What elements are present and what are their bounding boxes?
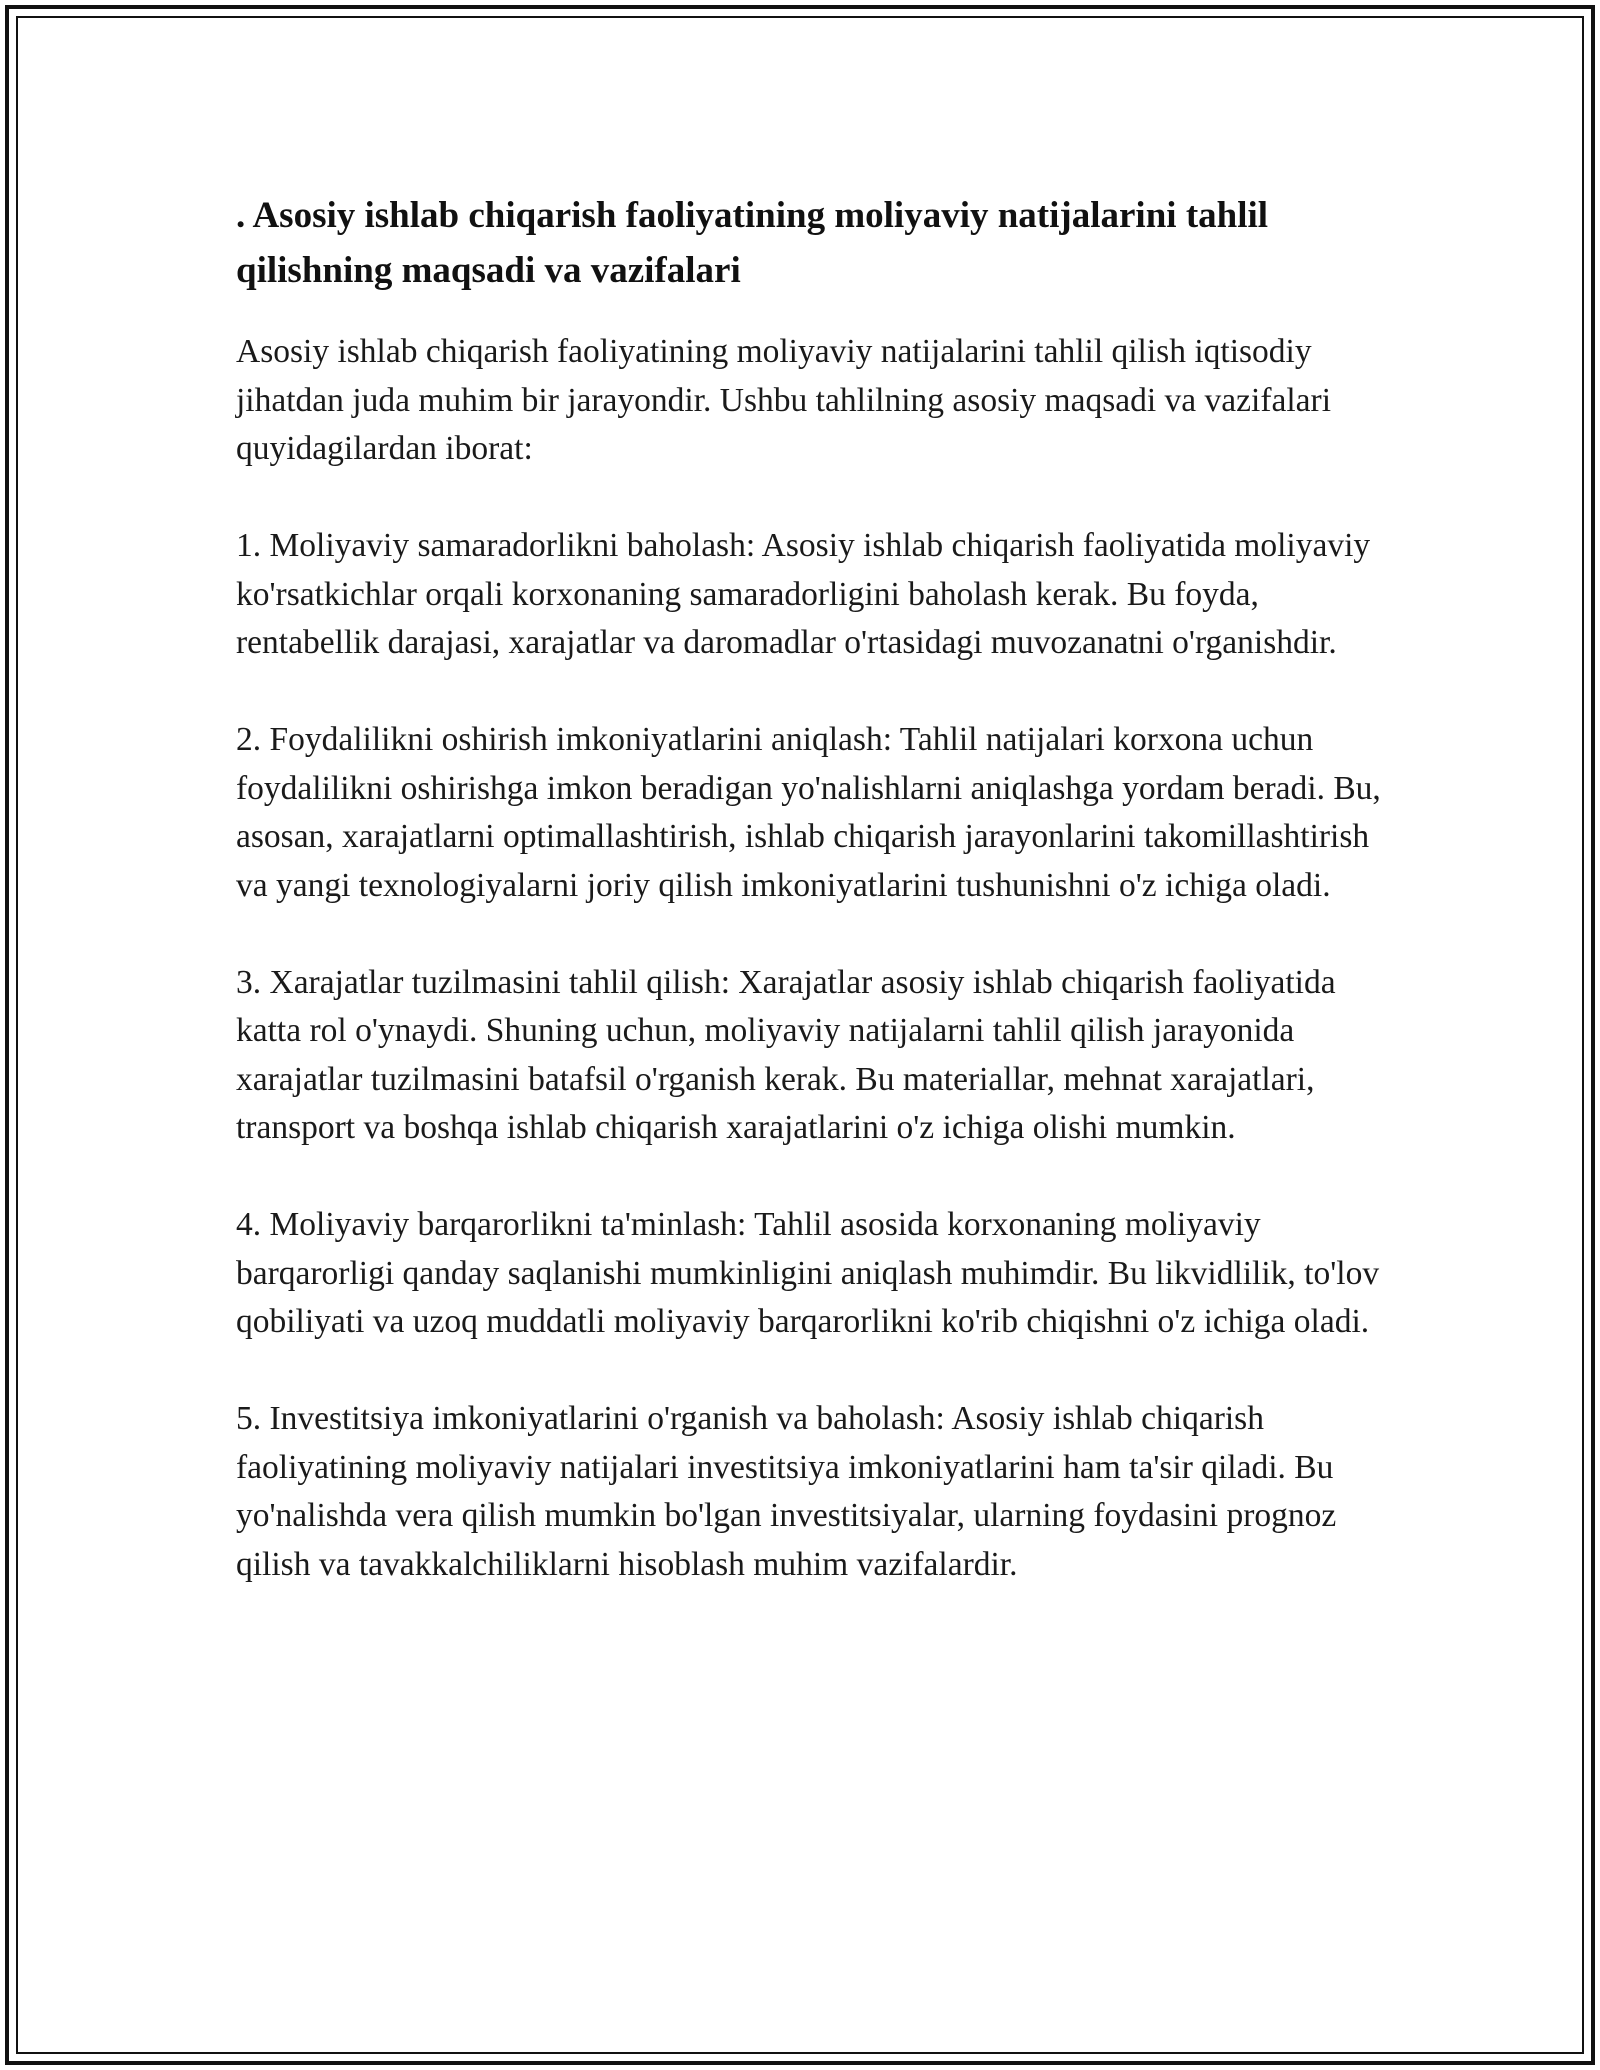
item-4-paragraph: 4. Moliyaviy barqarorlikni ta'minlash: Tahlil asosida korxonaning moliyaviy barqarorligi qanday saqlanishi mumkinligini aniqlash muhimdir. Bu likvidlilik, to'lov qobiliyati va uzoq muddatli moliyaviy barqarorlikni ko'rib chiqishni o'z ichiga oladi. [236,1206,1380,1340]
intro-paragraph: Asosiy ishlab chiqarish faoliyatining moliyaviy natijalarini tahlil qilish iqtisodiy jihatdan juda muhim bir jarayondir. Ushbu tahlilning asosiy maqsadi va vazifalari quyidagilardan iborat: [236,333,1332,467]
item-1-paragraph: 1. Moliyaviy samaradorlikni baholash: Asosiy ishlab chiqarish faoliyatida moliyaviy ko'rsatkichlar orqali korxonaning samaradorligini baholash kerak. Bu foyda, rentabellik darajasi, xarajatlar va daromadlar o'rtasidagi muvozanatni o'rganishdir. [236,527,1371,661]
document-title: . Asosiy ishlab chiqarish faoliyatining moliyaviy natijalarini tahlil qilishning maqsadi va vazifalari [236,195,1269,291]
document-body [236,188,1386,1638]
item-3-paragraph: 3. Xarajatlar tuzilmasini tahlil qilish: Xarajatlar asosiy ishlab chiqarish faoliyatida katta rol o'ynaydi. Shuning uchun, moliyaviy natijalarni tahlil qilish jarayonida xarajatlar tuzilmasini batafsil o'rganish kerak. Bu materiallar, mehnat xarajatlari, transport va boshqa ishlab chiqarish xarajatlarini o'z ichiga olishi mumkin. [236,963,1336,1146]
item-2-paragraph: 2. Foydalilikni oshirish imkoniyatlarini aniqlash: Tahlil natijalari korxona uchun foydalilikni oshirishga imkon beradigan yo'nalishlarni aniqlashga yordam beradi. Bu, asosan, xarajatlarni optimallashtirish, ishlab chiqarish jarayonlarini takomillashtirish va yangi texnologiyalarni joriy qilish imkoniyatlarini tushunishni o'z ichiga oladi. [236,721,1381,904]
item-5-paragraph: 5. Investitsiya imkoniyatlarini o'rganish va baholash: Asosiy ishlab chiqarish faoliyatining moliyaviy natijalari investitsiya imkoniyatlarini ham ta'sir qiladi. Bu yo'nalishda vera qilish mumkin bo'lgan investitsiyalar, ularning foydasini prognoz qilish va tavakkalchiliklarni hisoblash muhim vazifalardir. [236,1400,1337,1583]
